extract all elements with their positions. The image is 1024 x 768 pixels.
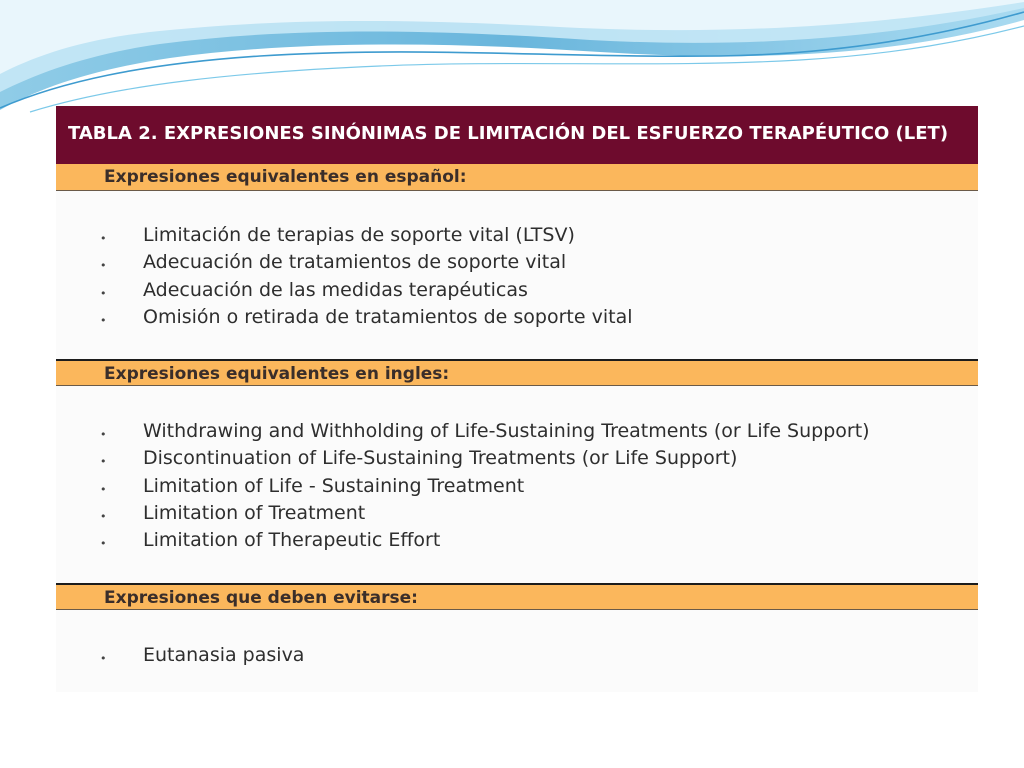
table-title-bar [56, 106, 978, 164]
synonym-table: TABLA 2. EXPRESIONES SINÓNIMAS DE LIMITACIÓN DEL ESFUERZO TERAPÉUTICO (LET) Expresiones equivalentes en español: • Limitación de terapias de soporte vital (LTSV) • Adecuación de tratamientos de soporte vital • Adecuación de las medidas terapéuticas • Omisión o retirada de tratamientos de soporte vital Expresiones equivalentes en ingles: • Withdrawing and Withholding of Life-Sustaining Treatments (or Life Support) • Discontinuation of Life-Sustaining Treatments (or Life Support) • Limitation of Life - Sustaining Treatment • Limitation of Treatment • Limitation of Therapeutic Effort Expresiones que deben evitarse: • Eutanasia pasiva [56, 106, 978, 692]
section-header-english [56, 359, 978, 386]
section-header-spanish [56, 164, 978, 191]
section-heading: Expresiones que deben evitarse: [104, 588, 418, 608]
section-heading: Expresiones equivalentes en español: [104, 167, 467, 187]
bullet-icon: • [100, 537, 107, 551]
bullet-icon: • [100, 313, 107, 327]
bullet-icon: • [100, 286, 107, 300]
bullet-icon: • [100, 455, 107, 469]
table-title: TABLA 2. EXPRESIONES SINÓNIMAS DE LIMITACIÓN DEL ESFUERZO TERAPÉUTICO (LET) [68, 123, 949, 144]
bullet-icon: • [100, 482, 107, 496]
section-heading: Expresiones equivalentes en ingles: [104, 364, 450, 384]
bullet-icon: • [100, 232, 107, 245]
bullet-icon: • [100, 259, 107, 273]
bullet-icon: • [100, 652, 107, 665]
bullet-icon: • [100, 509, 107, 523]
section-header-avoid [56, 583, 978, 610]
bullet-icon: • [100, 428, 107, 441]
